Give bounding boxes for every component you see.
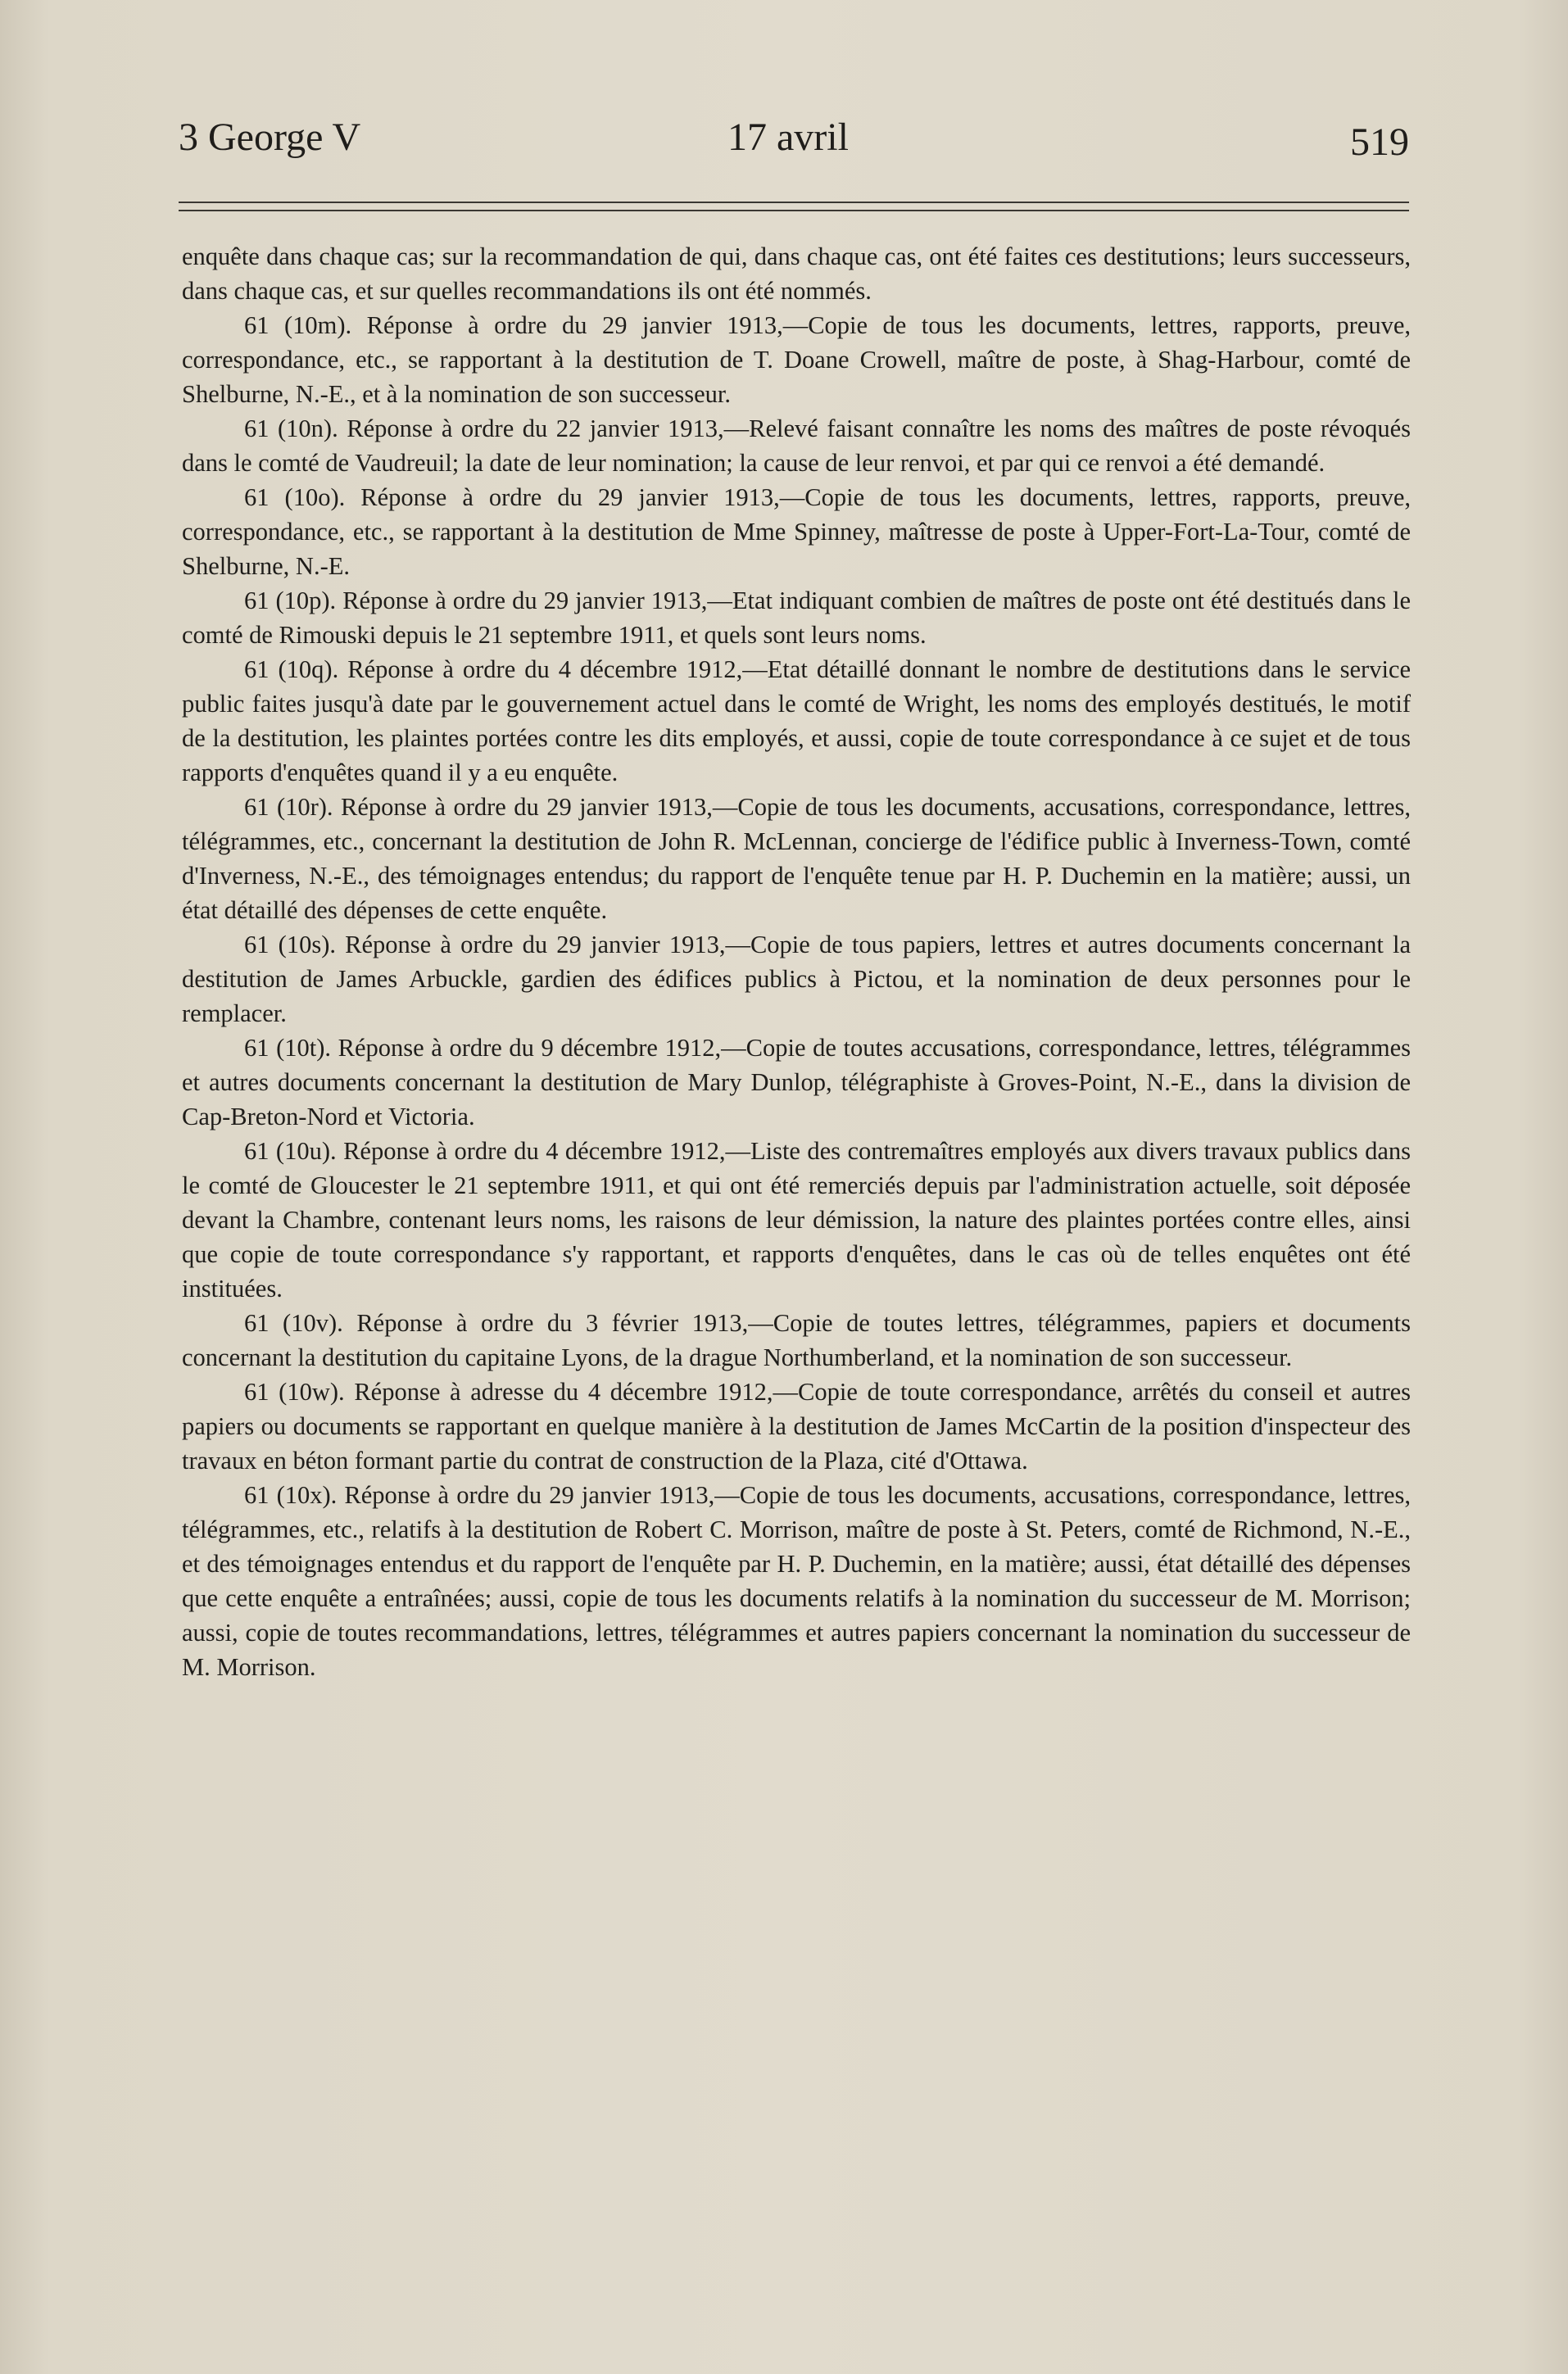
entry-ref: 61 (10t). bbox=[244, 1034, 332, 1062]
entry-ref: 61 (10r). bbox=[244, 793, 333, 821]
page-number: 519 bbox=[1350, 120, 1409, 164]
entry-text: Réponse à ordre du 29 janvier 1913,—Copie de tous les documents, accusations, correspondance, lettres, télégrammes, etc., relatifs à la destitution de Robert C. Morrison, maître de poste à St. Peters, comté de Richmond, N.-E., et des témoignages entendus et du rapport de l'enquête par H. P. Duchemin, en la matière; aussi, état détaillé des dépenses que cette enquête a entraînées; aussi, copie de tous les documents relatifs à la nomination du successeur de M. Morrison; aussi, copie de toutes recommandations, lettres, télégrammes et autres papiers concernant la nomination du successeur de M. Morrison. bbox=[182, 1481, 1411, 1681]
entry-text: Réponse à ordre du 29 janvier 1913,—Copie de tous les documents, lettres, rapports, preuve, correspondance, etc., se rapportant à la destitution de Mme Spinney, maîtresse de poste à Upper-Fort-La-Tour, comté de Shelburne, N.-E. bbox=[182, 483, 1411, 580]
entry-text: Réponse à ordre du 29 janvier 1913,—Etat indiquant combien de maîtres de poste ont été destitués dans le comté de Rimouski depuis le 21 septembre 1911, et quels sont leurs noms. bbox=[182, 587, 1411, 649]
entry-ref: 61 (10w). bbox=[244, 1378, 345, 1406]
entry-text: Réponse à ordre du 22 janvier 1913,—Relevé faisant connaître les noms des maîtres de poste révoqués dans le comté de Vaudreuil; la date de leur nomination; la cause de leur renvoi, et par qui ce renvoi a été demandé. bbox=[182, 415, 1411, 477]
entry-text: Réponse à ordre du 29 janvier 1913,—Copie de tous les documents, accusations, correspondance, lettres, télégrammes, etc., concernant la destitution de John R. McLennan, concierge de l'édifice public à Inverness-Town, comté d'Inverness, N.-E., des témoignages entendus; du rapport de l'enquête tenue par H. P. Duchemin en la matière; aussi, un état détaillé des dépenses de cette enquête. bbox=[182, 793, 1411, 924]
entry-10t bbox=[182, 1031, 1411, 1134]
entry-10n bbox=[182, 411, 1411, 480]
entry-text: Réponse à ordre du 9 décembre 1912,—Copie de toutes accusations, correspondance, lettres, télégrammes et autres documents concernant la destitution de Mary Dunlop, télégraphiste à Groves-Point, N.-E., dans la division de Cap-Breton-Nord et Victoria. bbox=[182, 1034, 1411, 1130]
entry-text: Réponse à ordre du 4 décembre 1912,—Etat détaillé donnant le nombre de destitutions dans le service public faites jusqu'à date par le gouvernement actuel dans le comté de Wright, les noms des employés destitués, le motif de la destitution, les plaintes portées contre les dits employés, et aussi, copie de toute correspondance à ce sujet et de tous rapports d'enquêtes quand il y a eu enquête. bbox=[182, 655, 1411, 786]
paragraph-continuation bbox=[182, 239, 1411, 308]
entry-text: Réponse à ordre du 4 décembre 1912,—Liste des contremaîtres employés aux divers travaux publics dans le comté de Gloucester le 21 septembre 1911, et qui ont été remerciés depuis par l'administration actuelle, soit déposée devant la Chambre, contenant leurs noms, les raisons de leur démission, la nature des plaintes portées contre elles, ainsi que copie de toute correspondance s'y rapportant, et rapports d'enquêtes, dans le cas où de telles enquêtes ont été instituées. bbox=[182, 1137, 1411, 1303]
entry-ref: 61 (10p). bbox=[244, 587, 337, 614]
entry-10m bbox=[182, 308, 1411, 411]
entry-10u bbox=[182, 1134, 1411, 1306]
entry-ref: 61 (10q). bbox=[244, 655, 339, 683]
page-header bbox=[179, 115, 1409, 172]
header-rule-top bbox=[179, 202, 1409, 203]
running-head-left: 3 George V bbox=[179, 116, 361, 159]
paragraph-text: enquête dans chaque cas; sur la recommandation de qui, dans chaque cas, ont été faites ces destitutions; leurs successeurs, dans chaque cas, et sur quelles recommandations ils ont été nommés. bbox=[182, 242, 1411, 305]
entry-text: Réponse à adresse du 4 décembre 1912,—Copie de toute correspondance, arrêtés du conseil et autres papiers ou documents se rapportant en quelque manière à la destitution de James McCartin de la position d'inspecteur des travaux en béton formant partie du contrat de construction de la Plaza, cité d'Ottawa. bbox=[182, 1378, 1412, 1475]
entry-ref: 61 (10s). bbox=[244, 931, 336, 958]
entry-10v bbox=[182, 1306, 1411, 1375]
entry-10q bbox=[182, 652, 1411, 790]
entry-10x bbox=[182, 1478, 1411, 1684]
entry-text: Réponse à ordre du 3 février 1913,—Copie de toutes lettres, télégrammes, papiers et documents concernant la destitution du capitaine Lyons, de la drague Northumberland, et la nomination de son successeur. bbox=[182, 1309, 1411, 1371]
entry-ref: 61 (10u). bbox=[244, 1137, 337, 1165]
entry-ref: 61 (10m). bbox=[244, 311, 352, 339]
entry-10o bbox=[182, 480, 1411, 583]
entry-ref: 61 (10x). bbox=[244, 1481, 338, 1509]
entry-10w bbox=[182, 1375, 1411, 1478]
entry-text: Réponse à ordre du 29 janvier 1913,—Copie de tous papiers, lettres et autres documents concernant la destitution de James Arbuckle, gardien des édifices publics à Pictou, et la nomination de deux personnes pour le remplacer. bbox=[182, 931, 1411, 1027]
header-rule-bottom bbox=[179, 210, 1409, 211]
entry-10s bbox=[182, 927, 1411, 1031]
page-body bbox=[182, 239, 1411, 1684]
running-head-date: 17 avril bbox=[727, 116, 849, 159]
entry-10r bbox=[182, 790, 1411, 927]
entry-text: Réponse à ordre du 29 janvier 1913,—Copie de tous les documents, lettres, rapports, preuve, correspondance, etc., se rapportant à la destitution de T. Doane Crowell, maître de poste, à Shag-Harbour, comté de Shelburne, N.-E., et à la nomination de son successeur. bbox=[182, 311, 1411, 408]
entry-10p bbox=[182, 583, 1411, 652]
entry-ref: 61 (10o). bbox=[244, 483, 346, 511]
entry-ref: 61 (10v). bbox=[244, 1309, 343, 1337]
entry-ref: 61 (10n). bbox=[244, 415, 338, 442]
